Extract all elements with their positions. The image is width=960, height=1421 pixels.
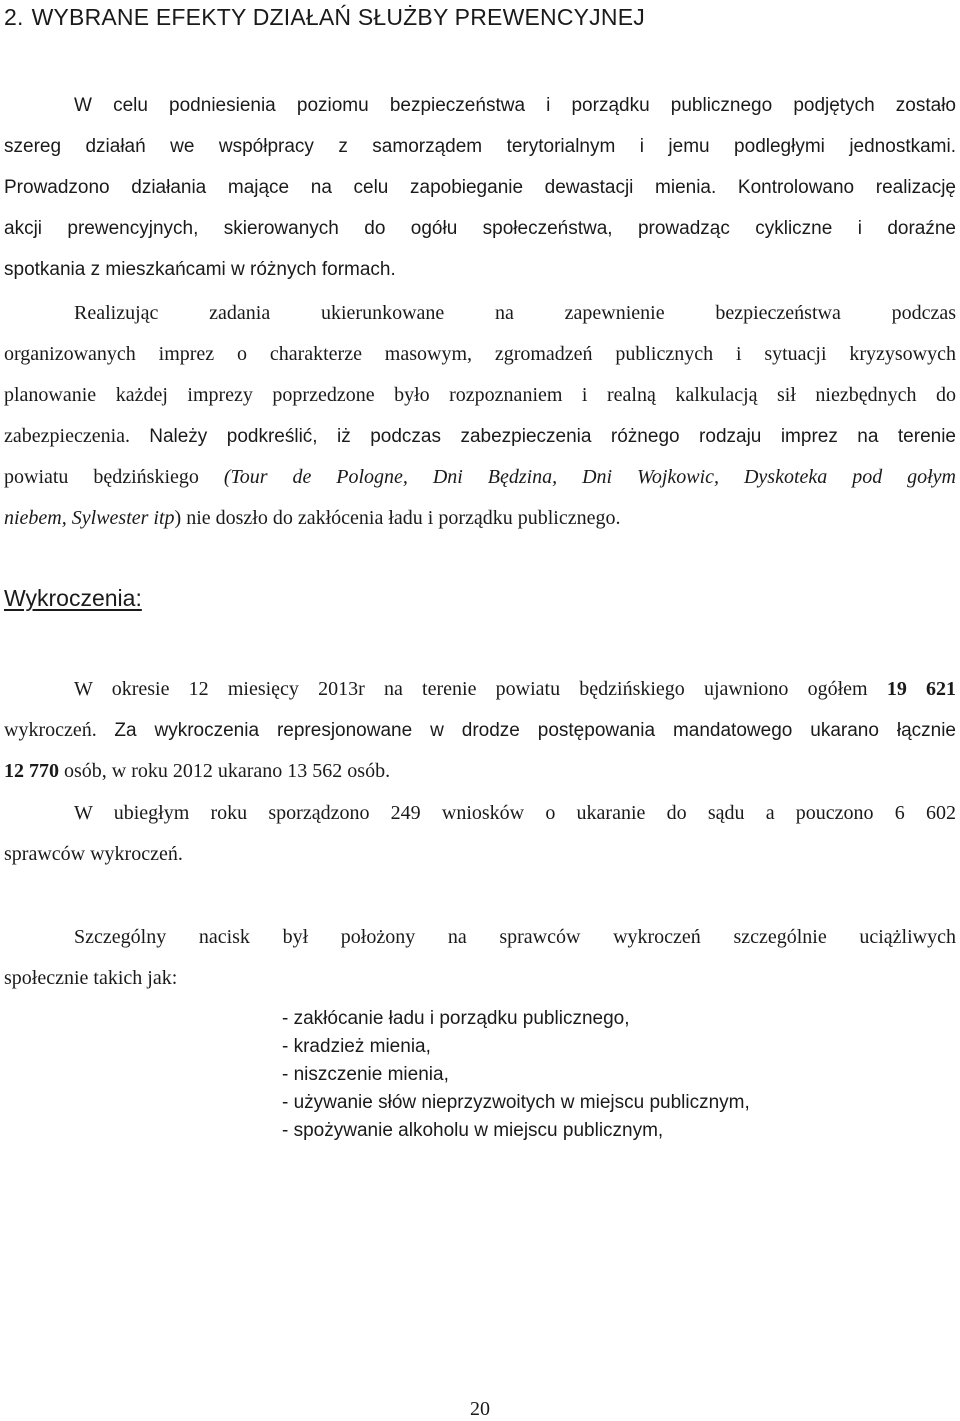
- offenses-fined: 12 770: [4, 760, 59, 782]
- events-line-2: organizowanych imprez o charakterze masowym, zgromadzeń publicznych i sytuacji kryzysowych: [4, 343, 956, 365]
- offenses-line-2b: Za wykroczenia represjonowane w drodze postępowania mandatowego ukarano łącznie: [114, 720, 956, 741]
- events-line-4: [4, 416, 956, 457]
- offenses-line-1: [4, 669, 956, 710]
- offenses-p2-line-2: sprawców wykroczeń.: [4, 843, 183, 865]
- events-line-5a: powiatu będzińskiego: [4, 466, 199, 488]
- offenses-total: 19 621: [886, 678, 957, 700]
- intro-line-5: spotkania z mieszkańcami w różnych formach.: [4, 259, 396, 280]
- offenses-line-1a: W okresie 12 miesięcy 2013r na terenie powiatu będzińskiego ujawniono ogółem: [74, 678, 868, 700]
- heading-number: 2.: [4, 4, 24, 30]
- events-line-3: planowanie każdej imprezy poprzedzone było rozpoznaniem i realną kalkulacją sił niezbędnych do: [4, 384, 956, 406]
- events-line-5: [4, 457, 956, 498]
- intro-line-3a: Prowadzono działania mające na celu zapobieganie dewastacji mienia.: [4, 177, 717, 198]
- intro-line-4: akcji prewencyjnych, skierowanych do ogółu społeczeństwa, prowadząc cykliczne i doraźne: [4, 218, 956, 239]
- events-line-6a: niebem, Sylwester itp: [4, 507, 175, 529]
- offenses-p2-line-1: W ubiegłym roku sporządzono 249 wniosków o ukaranie do sądu a pouczono 6 602: [74, 802, 956, 824]
- offenses-paragraph-2: [4, 793, 956, 875]
- events-line-6b: ) nie doszło do zakłócenia ładu i porządku publicznego.: [174, 507, 621, 529]
- events-line-6: [4, 498, 956, 539]
- events-line-5b: (Tour de Pologne, Dni Będzina, Dni Wojkowic, Dyskoteka: [223, 466, 828, 488]
- section-heading: [4, 4, 645, 31]
- events-line-1: Realizując zadania ukierunkowane na zapewnienie bezpieczeństwa podczas: [74, 302, 956, 324]
- list-item: - spożywanie alkoholu w miejscu publicznym,: [282, 1120, 664, 1141]
- emphasis-paragraph: [4, 917, 956, 999]
- offenses-line-2a: wykroczeń.: [4, 719, 97, 741]
- list-item: - zakłócanie ładu i porządku publicznego,: [282, 1008, 630, 1029]
- intro-paragraph: [4, 85, 956, 290]
- offenses-line-2: [4, 710, 956, 751]
- emphasis-line-1: Szczególny nacisk był położony na sprawców wykroczeń szczególnie uciążliwych: [74, 926, 956, 948]
- list-item: - niszczenie mienia,: [282, 1064, 449, 1085]
- list-item: - kradzież mienia,: [282, 1036, 431, 1057]
- intro-line-3: [4, 167, 956, 208]
- list-item: - używanie słów nieprzyzwoitych w miejscu publicznym,: [282, 1092, 750, 1113]
- offenses-section-title: Wykroczenia:: [4, 585, 142, 611]
- events-paragraph: [4, 293, 956, 539]
- offenses-line-3: [4, 751, 956, 792]
- offenses-line-3b: osób, w roku 2012 ukarano 13 562 osób.: [64, 760, 391, 782]
- intro-line-2: szereg działań we współpracy z samorządem terytorialnym i jemu podległymi jednostkami.: [4, 136, 956, 157]
- events-line-4a: zabezpieczenia.: [4, 425, 131, 447]
- emphasis-line-2: społecznie takich jak:: [4, 967, 178, 989]
- page-number: 20: [470, 1398, 490, 1420]
- offenses-paragraph-1: [4, 669, 956, 792]
- intro-line-1: W celu podniesienia poziomu bezpieczeństwa i porządku publicznego podjętych zostało: [74, 95, 956, 116]
- heading-title: WYBRANE EFEKTY DZIAŁAŃ SŁUŻBY PREWENCYJNEJ: [31, 4, 645, 30]
- offense-types-list: [282, 1005, 750, 1145]
- intro-line-3b: Kontrolowano realizację: [737, 177, 956, 198]
- events-line-4b: Należy podkreślić, iż podczas zabezpieczenia różnego rodzaju imprez na terenie: [149, 426, 957, 447]
- events-line-5c: pod gołym: [852, 466, 957, 488]
